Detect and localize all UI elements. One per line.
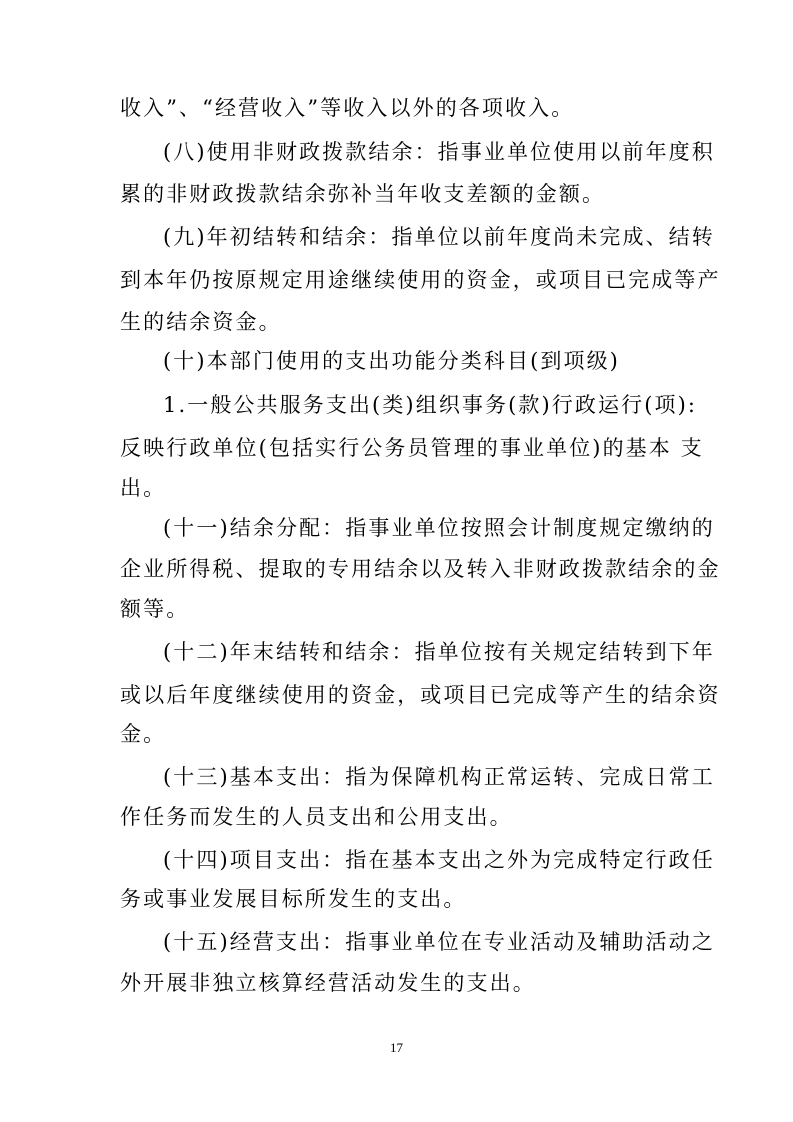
text-line: 反映行政单位(包括实行公务员管理的事业单位)的基本 支: [120, 436, 704, 460]
text-line: (十)本部门使用的支出功能分类科目(到项级): [163, 349, 620, 373]
text-line: 生的结余资金。: [120, 310, 282, 334]
text-line: (十一)结余分配：指事业单位按照会计制度规定缴纳的: [163, 516, 715, 540]
text-line: 金。: [120, 722, 167, 746]
text-line: (十二)年末结转和结余：指单位按有关规定结转到下年: [163, 640, 715, 664]
text-line: 累的非财政拨款结余弥补当年收支差额的金额。: [120, 182, 606, 206]
text-line: 企业所得税、提取的专用结余以及转入非财政拨款结余的金: [120, 557, 721, 581]
text-line: 或以后年度继续使用的资金，或项目已完成等产生的结余资: [120, 683, 721, 707]
text-line: (十五)经营支出：指事业单位在专业活动及辅助活动之: [163, 930, 715, 954]
text-line: 收入”、“经营收入”等收入以外的各项收入。: [120, 96, 575, 120]
text-line: 务或事业发展目标所发生的支出。: [120, 887, 467, 911]
text-line: (八)使用非财政拨款结余：指事业单位使用以前年度积: [163, 140, 715, 164]
text-line: (九)年初结转和结余：指单位以前年度尚未完成、结转: [163, 225, 715, 249]
text-line: 外开展非独立核算经营活动发生的支出。: [120, 971, 536, 995]
text-line: 作任务而发生的人员支出和公用支出。: [120, 805, 513, 829]
text-line: 1.一般公共服务支出(类)组织事务(款)行政运行(项):: [163, 393, 698, 417]
text-line: 出。: [120, 476, 167, 500]
text-line: (十四)项目支出：指在基本支出之外为完成特定行政任: [163, 848, 715, 872]
text-line: 额等。: [120, 597, 190, 621]
page-number: 17: [390, 1040, 403, 1055]
text-line: 到本年仍按原规定用途继续使用的资金，或项目已完成等产: [120, 268, 721, 292]
text-line: (十三)基本支出：指为保障机构正常运转、完成日常工: [163, 765, 715, 789]
